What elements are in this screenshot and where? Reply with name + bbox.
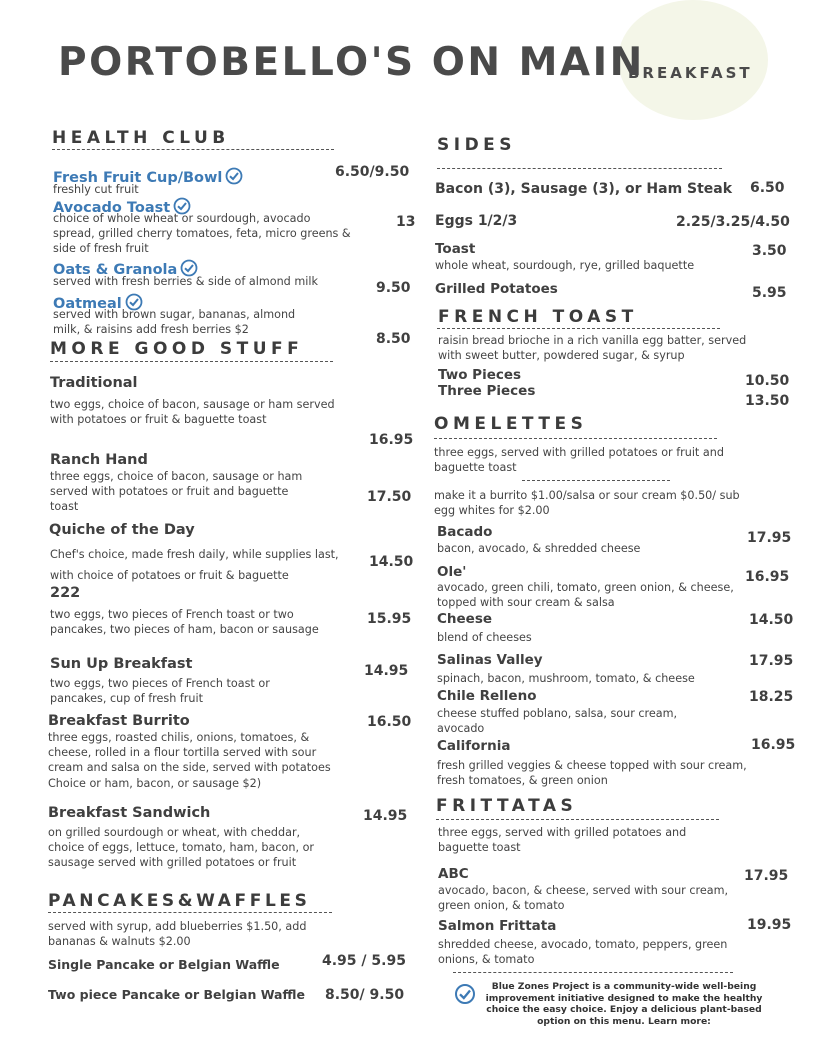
menu-item-price: 8.50/ 9.50 (325, 987, 405, 1003)
frittatas-heading: FRITTATAS (436, 796, 578, 816)
menu-item-desc: cheese stuffed poblano, salsa, sour cream, avocado (437, 707, 678, 736)
menu-item-name: Two Pieces (438, 367, 522, 383)
menu-item-price: 16.95 (369, 432, 414, 448)
divider (436, 819, 719, 820)
menu-item-price: 18.25 (749, 689, 794, 705)
menu-item-price: 10.50 (745, 373, 790, 389)
menu-subtitle: BREAKFAST (628, 64, 753, 82)
divider (522, 480, 670, 481)
menu-item-desc: bacon, avocado, & shredded cheese (437, 542, 641, 555)
menu-item-price: 14.50 (369, 554, 414, 570)
menu-item-desc: whole wheat, sourdough, rye, grilled baquette (435, 259, 695, 272)
menu-item-desc: two eggs, two pieces of French toast or pancakes, cup of fresh fruit (50, 677, 270, 706)
menu-item-price: 14.95 (363, 808, 408, 824)
menu-item-desc: served with fresh berries & side of almond milk (53, 275, 318, 288)
menu-item-name: Chile Relleno (437, 688, 537, 704)
menu-item-name: Two piece Pancake or Belgian Waffle (48, 987, 305, 1002)
menu-item-desc: Chef's choice, made fresh daily, while supplies last, with choice of potatoes or fruit & baguette (50, 548, 339, 582)
menu-item-desc: fresh grilled veggies & cheese topped with sour cream, fresh tomatoes, & green onion (437, 759, 747, 788)
menu-item-price: 9.50 (376, 280, 411, 296)
menu-item-price: 17.50 (367, 489, 412, 505)
divider (437, 328, 720, 329)
menu-item-desc: two eggs, choice of bacon, sausage or ham served with potatoes or fruit & baguette toast (50, 398, 335, 427)
menu-item-desc: freshly cut fruit (53, 183, 139, 196)
menu-item-desc: two eggs, two pieces of French toast or two pancakes, two pieces of ham, bacon or sausage (50, 608, 319, 637)
menu-item-price: 5.95 (752, 285, 787, 301)
divider (50, 361, 333, 362)
menu-item-price: 17.95 (744, 868, 789, 884)
pancakes-desc: served with syrup, add blueberries $1.50, add bananas & walnuts $2.00 (48, 920, 307, 949)
more-good-stuff-heading: MORE GOOD STUFF (50, 339, 304, 359)
menu-item-price: 6.50/9.50 (335, 164, 410, 180)
divider (453, 972, 733, 973)
menu-item-price: 16.95 (751, 737, 796, 753)
divider (434, 438, 717, 439)
divider (437, 168, 722, 169)
menu-item-name: Toast (435, 241, 476, 257)
menu-item-price: 13.50 (745, 393, 790, 409)
menu-item-price: 16.95 (745, 569, 790, 585)
menu-item-desc: served with brown sugar, bananas, almond milk, & raisins add fresh berries $2 (53, 308, 296, 337)
omelettes-heading: OMELETTES (434, 414, 588, 434)
menu-item-name: Oats & Granola (53, 259, 198, 281)
menu-item-name: Ole' (437, 564, 467, 580)
menu-item-name: Breakfast Burrito (48, 713, 190, 729)
pancakes-heading: PANCAKES&WAFFLES (48, 891, 311, 911)
menu-item-desc: three eggs, roasted chilis, onions, tomatoes, & cheese, rolled in a flour tortilla served with sour cream and salsa on the side, served with potatoes Choice or ham, bacon, or sausage $2) (48, 731, 331, 790)
menu-item-price: 17.95 (747, 530, 792, 546)
menu-item-price: 6.50 (750, 180, 785, 196)
menu-item-name: Salinas Valley (437, 652, 543, 668)
menu-item-name: Fresh Fruit Cup/Bowl (53, 167, 243, 189)
menu-item-desc: avocado, green chili, tomato, green onion, & cheese, topped with sour cream & salsa (437, 581, 734, 610)
french-toast-desc: raisin bread brioche in a rich vanilla egg batter, served with sweet butter, powdered sugar, & syrup (438, 334, 747, 363)
menu-item-desc: spinach, bacon, mushroom, tomato, & cheese (437, 672, 695, 685)
divider (52, 149, 334, 150)
sides-heading: SIDES (437, 135, 517, 155)
menu-item-price: 15.95 (367, 611, 412, 627)
health-club-heading: HEALTH CLUB (52, 128, 230, 148)
menu-item-price: 19.95 (747, 917, 792, 933)
menu-item-price: 16.50 (367, 714, 412, 730)
menu-item-desc: choice of whole wheat or sourdough, avocado spread, grilled cherry tomatoes, feta, micro greens & side of fresh fruit (53, 212, 351, 256)
menu-item-price: 4.95 / 5.95 (322, 953, 406, 969)
menu-item-price: 14.95 (364, 663, 409, 679)
menu-item-name: Three Pieces (438, 383, 536, 399)
menu-item-name: Eggs 1/2/3 (435, 213, 518, 229)
menu-item-price: 8.50 (376, 331, 411, 347)
menu-item-name: Grilled Potatoes (435, 281, 558, 297)
menu-item-desc: blend of cheeses (437, 631, 532, 644)
check-circle-icon (454, 983, 476, 1009)
menu-item-price: 3.50 (752, 243, 787, 259)
menu-item-price: 17.95 (749, 653, 794, 669)
menu-item-name: Ranch Hand (50, 452, 148, 468)
omelettes-desc: three eggs, served with grilled potatoes or fruit and baguette toast (434, 446, 724, 475)
menu-item-name: Traditional (50, 375, 138, 391)
restaurant-title: PORTOBELLO'S ON MAIN (58, 40, 645, 85)
menu-item-name: 222 (50, 585, 81, 601)
french-toast-heading: FRENCH TOAST (438, 307, 638, 327)
menu-item-price: 13 (396, 214, 416, 230)
menu-item-name: Breakfast Sandwich (48, 805, 211, 821)
menu-item-desc: three eggs, choice of bacon, sausage or ham served with potatoes or fruit and baguette toast (50, 470, 303, 514)
menu-item-desc: avocado, bacon, & cheese, served with sour cream, green onion, & tomato (438, 884, 729, 913)
menu-item-name: ABC (438, 866, 469, 882)
omelettes-note: make it a burrito $1.00/salsa or sour cream $0.50/ sub egg whites for $2.00 (434, 489, 740, 518)
menu-item-desc: on grilled sourdough or wheat, with cheddar, choice of eggs, lettuce, tomato, ham, bacon, or sausage served with grilled potatoes or fruit (48, 826, 315, 870)
menu-item-name: Single Pancake or Belgian Waffle (48, 957, 280, 972)
menu-item-name: Bacon (3), Sausage (3), or Ham Steak (435, 181, 733, 197)
frittatas-desc: three eggs, served with grilled potatoes and baguette toast (438, 826, 687, 855)
menu-item-name: Salmon Frittata (438, 918, 557, 934)
blue-zones-footer: Blue Zones Project is a community-wide well-being improvement initiative designed to make the healthy choice the easy choice. Enjoy a delicious plant-based option on this menu. Learn more: (485, 981, 763, 1027)
menu-item-name: California (437, 738, 511, 754)
menu-item-price: 2.25/3.25/4.50 (676, 214, 790, 230)
menu-item-name: Bacado (437, 524, 493, 540)
divider (48, 912, 332, 913)
menu-item-price: 14.50 (749, 612, 794, 628)
menu-item-name: Oatmeal (53, 293, 143, 315)
menu-item-name: Avocado Toast (53, 197, 191, 219)
menu-item-name: Sun Up Breakfast (50, 656, 193, 672)
menu-item-name: Quiche of the Day (49, 522, 195, 538)
menu-item-desc: shredded cheese, avocado, tomato, peppers, green onions, & tomato (438, 938, 728, 967)
menu-item-name: Cheese (437, 611, 493, 627)
